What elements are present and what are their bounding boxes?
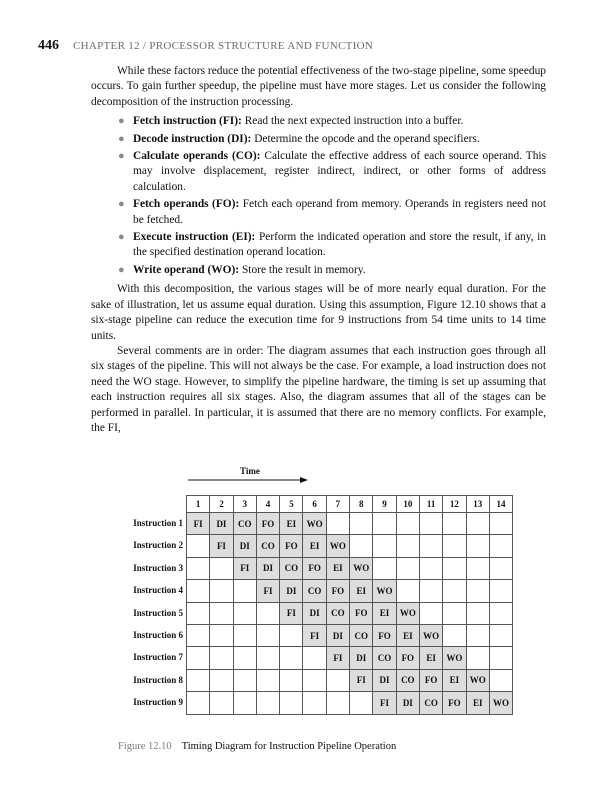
stage-cell: DI [233, 535, 256, 557]
stage-cell: WO [326, 535, 349, 557]
empty-cell [256, 602, 279, 624]
instruction-row [187, 557, 513, 579]
figure-timing-diagram [108, 462, 568, 762]
empty-cell [443, 624, 466, 646]
caption-text: Timing Diagram for Instruction Pipeline Operation [181, 741, 397, 752]
list-item [91, 114, 546, 129]
stage-cell: FI [350, 669, 373, 691]
empty-cell [419, 602, 442, 624]
stage-cell: FO [373, 624, 396, 646]
bullet-text: Fetch each operand from memory. Operands in registers need not be fetched. [133, 198, 546, 226]
instruction-label: Instruction 7 [133, 652, 183, 663]
empty-cell [210, 557, 233, 579]
stage-cell: FO [303, 557, 326, 579]
list-item [91, 197, 546, 228]
empty-cell [466, 580, 489, 602]
stage-cell: FI [256, 580, 279, 602]
empty-cell [466, 513, 489, 535]
empty-cell [210, 580, 233, 602]
empty-cell [187, 557, 210, 579]
empty-cell [489, 669, 512, 691]
time-unit-label: 6 [303, 496, 326, 513]
empty-cell [280, 647, 303, 669]
bullet-text: Determine the opcode and the operand specifiers. [254, 132, 480, 145]
bullet-icon: ● [118, 115, 125, 128]
stage-cell: FI [280, 602, 303, 624]
time-unit-label: 9 [373, 496, 396, 513]
stage-cell: CO [419, 692, 442, 714]
empty-cell [280, 624, 303, 646]
empty-cell [233, 580, 256, 602]
empty-cell [419, 535, 442, 557]
list-item [91, 230, 546, 261]
empty-cell [466, 535, 489, 557]
time-unit-label: 4 [256, 496, 279, 513]
stage-cell: DI [303, 602, 326, 624]
time-unit-label: 11 [419, 496, 442, 513]
time-unit-label: 12 [443, 496, 466, 513]
stage-cell: WO [396, 602, 419, 624]
bullet-icon: ● [118, 263, 125, 276]
bullet-text: Store the result in memory. [241, 263, 366, 276]
empty-cell [303, 647, 326, 669]
stage-cell: EI [350, 580, 373, 602]
stage-cell: WO [373, 580, 396, 602]
caption-label: Figure 12.10 [118, 741, 172, 752]
time-unit-label: 1 [187, 496, 210, 513]
empty-cell [489, 557, 512, 579]
instruction-row [187, 692, 513, 714]
empty-cell [256, 692, 279, 714]
empty-cell [256, 647, 279, 669]
stage-cell: DI [280, 580, 303, 602]
stage-cell: FI [210, 535, 233, 557]
stage-cell: DI [256, 557, 279, 579]
empty-cell [187, 647, 210, 669]
stage-cell: EI [443, 669, 466, 691]
stage-cell: WO [443, 647, 466, 669]
empty-cell [443, 535, 466, 557]
empty-cell [256, 624, 279, 646]
empty-cell [419, 557, 442, 579]
empty-cell [326, 692, 349, 714]
stage-cell: FI [187, 513, 210, 535]
time-unit-label: 3 [233, 496, 256, 513]
instruction-row [187, 602, 513, 624]
empty-cell [233, 647, 256, 669]
empty-cell [280, 669, 303, 691]
stage-cell: CO [303, 580, 326, 602]
stage-cell: FI [373, 692, 396, 714]
time-unit-label: 14 [489, 496, 512, 513]
empty-cell [396, 535, 419, 557]
empty-cell [396, 513, 419, 535]
bullet-icon: ● [118, 198, 125, 211]
empty-cell [419, 513, 442, 535]
page-number: 446 [38, 38, 59, 53]
instruction-label: Instruction 3 [133, 562, 183, 573]
stage-cell: FI [326, 647, 349, 669]
stage-cell: CO [396, 669, 419, 691]
empty-cell [326, 513, 349, 535]
stage-cell: EI [280, 513, 303, 535]
stage-cell: WO [466, 669, 489, 691]
stage-cell: WO [489, 692, 512, 714]
instruction-label: Instruction 9 [133, 697, 183, 708]
empty-cell [419, 580, 442, 602]
empty-cell [489, 624, 512, 646]
list-item [91, 149, 546, 195]
paragraph-decomposition: With this decomposition, the various stages will be of more nearly equal duration. For the sake of illustration, let us assume equal duration. Using this assumption, Figure 12.10 shows that a six-stage pipeline can reduce the execution time for 9 instructions from 54 time units to 14 time units. [91, 283, 546, 342]
bullet-term: Execute instruction (EI): [133, 231, 256, 244]
empty-cell [443, 580, 466, 602]
empty-cell [443, 602, 466, 624]
page-header [38, 36, 568, 55]
stage-cell: EI [303, 535, 326, 557]
instruction-row [187, 535, 513, 557]
instruction-label: Instruction 2 [133, 540, 183, 551]
instruction-label: Instruction 8 [133, 674, 183, 685]
paragraph-comments: Several comments are in order: The diagram assumes that each instruction goes through all six stages of the pipeline. This will not always be the case. For example, a load instruction does not need the WO stage. However, to simplify the pipeline hardware, the timing is set up assuming that each instruction requires all six stages. Also, the diagram assumes that all of the stages can be performed in parallel. In particular, it is assumed that there are no memory conflicts. For example, the FI, [91, 344, 546, 434]
empty-cell [466, 602, 489, 624]
body-text [91, 64, 546, 436]
stage-cell: EI [326, 557, 349, 579]
empty-cell [443, 513, 466, 535]
stage-cell: CO [373, 647, 396, 669]
empty-cell [466, 647, 489, 669]
timing-table [186, 495, 513, 715]
stage-cell: FO [326, 580, 349, 602]
instruction-row [187, 647, 513, 669]
empty-cell [187, 602, 210, 624]
empty-cell [489, 647, 512, 669]
stage-cell: WO [350, 557, 373, 579]
empty-cell [489, 535, 512, 557]
stage-cell: FO [443, 692, 466, 714]
stage-cell: WO [303, 513, 326, 535]
empty-cell [489, 580, 512, 602]
empty-cell [396, 557, 419, 579]
empty-cell [489, 602, 512, 624]
stage-cell: FI [303, 624, 326, 646]
stage-cell: DI [373, 669, 396, 691]
empty-cell [350, 513, 373, 535]
stage-cell: DI [326, 624, 349, 646]
figure-caption [118, 741, 396, 752]
empty-cell [373, 535, 396, 557]
empty-cell [187, 692, 210, 714]
stage-cell: CO [326, 602, 349, 624]
stage-list [91, 114, 546, 278]
stage-cell: FO [350, 602, 373, 624]
stage-cell: CO [280, 557, 303, 579]
empty-cell [350, 692, 373, 714]
instruction-row [187, 669, 513, 691]
stage-cell: FO [419, 669, 442, 691]
empty-cell [326, 669, 349, 691]
instruction-row [187, 624, 513, 646]
time-unit-label: 5 [280, 496, 303, 513]
stage-cell: EI [396, 624, 419, 646]
empty-cell [233, 669, 256, 691]
stage-cell: EI [373, 602, 396, 624]
empty-cell [303, 669, 326, 691]
stage-cell: DI [350, 647, 373, 669]
bullet-term: Fetch operands (FO): [133, 198, 240, 211]
time-unit-label: 13 [466, 496, 489, 513]
empty-cell [210, 692, 233, 714]
bullet-term: Decode instruction (DI): [133, 132, 252, 145]
instruction-label: Instruction 4 [133, 585, 183, 596]
empty-cell [466, 624, 489, 646]
bullet-icon: ● [118, 150, 125, 163]
time-header-row [187, 496, 513, 513]
bullet-icon: ● [118, 132, 125, 145]
empty-cell [373, 557, 396, 579]
empty-cell [187, 580, 210, 602]
stage-cell: FO [256, 513, 279, 535]
empty-cell [187, 624, 210, 646]
stage-cell: EI [419, 647, 442, 669]
empty-cell [233, 624, 256, 646]
bullet-text: Read the next expected instruction into a buffer. [244, 115, 464, 128]
empty-cell [187, 535, 210, 557]
stage-cell: FO [280, 535, 303, 557]
stage-cell: CO [233, 513, 256, 535]
empty-cell [210, 669, 233, 691]
stage-cell: FO [396, 647, 419, 669]
stage-cell: CO [256, 535, 279, 557]
instruction-row [187, 580, 513, 602]
stage-cell: FI [233, 557, 256, 579]
time-unit-label: 10 [396, 496, 419, 513]
running-head: CHAPTER 12 / PROCESSOR STRUCTURE AND FUNCTION [73, 40, 374, 52]
empty-cell [233, 602, 256, 624]
empty-cell [489, 513, 512, 535]
empty-cell [396, 580, 419, 602]
bullet-term: Calculate operands (CO): [133, 150, 261, 163]
time-unit-label: 7 [326, 496, 349, 513]
bullet-text: Perform the indicated operation and store the result, if any, in the specified destination operand location. [133, 231, 546, 259]
stage-cell: EI [466, 692, 489, 714]
empty-cell [350, 535, 373, 557]
empty-cell [303, 692, 326, 714]
empty-cell [210, 647, 233, 669]
bullet-term: Fetch instruction (FI): [133, 115, 242, 128]
list-item [91, 132, 546, 147]
empty-cell [256, 669, 279, 691]
time-unit-label: 8 [350, 496, 373, 513]
empty-cell [210, 624, 233, 646]
empty-cell [233, 692, 256, 714]
empty-cell [466, 557, 489, 579]
instruction-row [187, 513, 513, 535]
empty-cell [210, 602, 233, 624]
stage-cell: DI [210, 513, 233, 535]
paragraph-intro: While these factors reduce the potential effectiveness of the two-stage pipeline, some speedup occurs. To gain further speedup, the pipeline must have more stages. Let us consider the following decomposition of the instruction processing. [91, 65, 546, 108]
bullet-text: Calculate the effective address of each source operand. This may involve displacement, register indirect, indirect, or other forms of address calculation. [133, 150, 546, 193]
time-unit-label: 2 [210, 496, 233, 513]
time-arrow-icon [188, 475, 308, 485]
stage-cell: WO [419, 624, 442, 646]
empty-cell [373, 513, 396, 535]
stage-cell: DI [396, 692, 419, 714]
time-axis-label: Time [240, 466, 260, 476]
list-item [91, 263, 546, 278]
instruction-label: Instruction 1 [133, 518, 183, 528]
empty-cell [443, 557, 466, 579]
empty-cell [187, 669, 210, 691]
bullet-icon: ● [118, 231, 125, 244]
empty-cell [280, 692, 303, 714]
instruction-label: Instruction 6 [133, 630, 183, 640]
stage-cell: CO [350, 624, 373, 646]
instruction-label: Instruction 5 [133, 607, 183, 618]
bullet-term: Write operand (WO): [133, 263, 240, 276]
